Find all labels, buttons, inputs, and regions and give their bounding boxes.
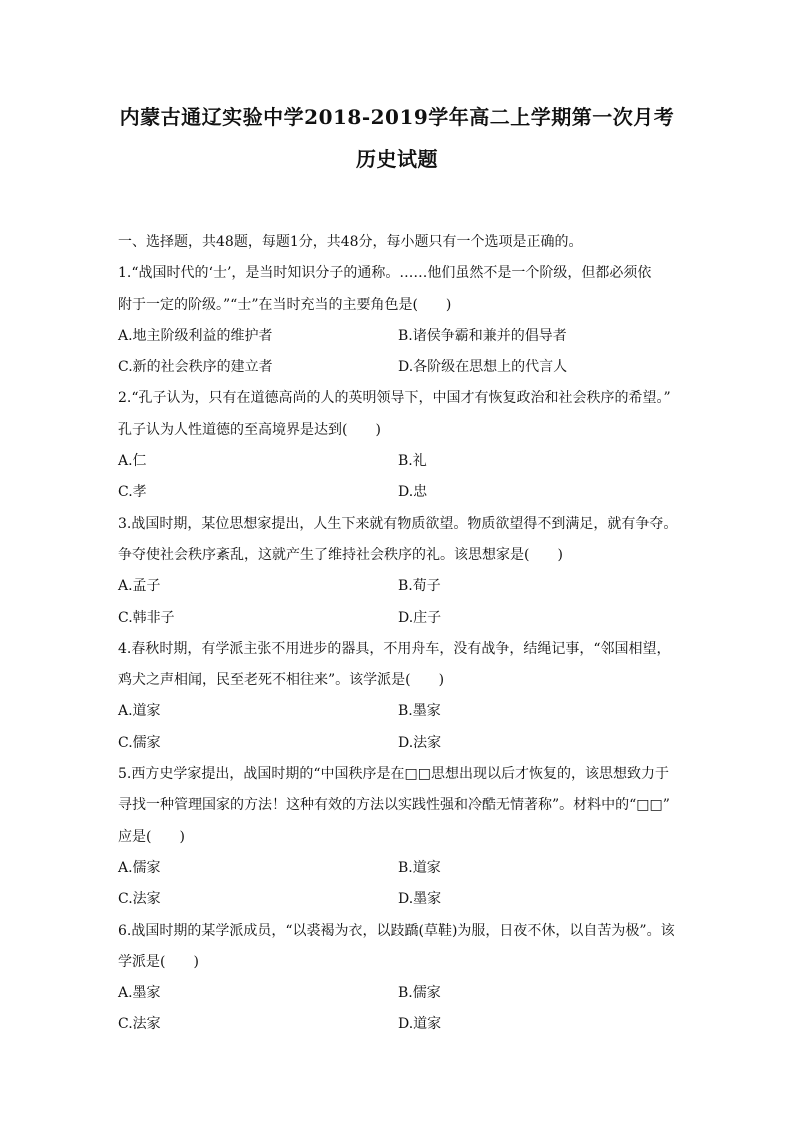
question-text-line: 鸡犬之声相闻，民至老死不相往来”。该学派是( ) [118,672,445,689]
options-row [118,477,678,508]
question-6 [118,916,678,1041]
question-text-line: 争夺使社会秩序紊乱，这就产生了维持社会秩序的礼。该思想家是( ) [118,546,563,563]
option-d: D.各阶级在思想上的代言人 [398,359,568,376]
options-row [118,603,678,634]
question-text-line: 孔子认为人性道德的至高境界是达到( ) [118,421,381,438]
options-row [118,728,678,759]
options-row [118,696,678,727]
option-c: C.法家 [118,891,161,908]
question-2 [118,383,678,508]
option-c: C.法家 [118,1016,161,1033]
exam-subject: 历史试题 [356,147,438,171]
section-instructions: 一、选择题，共48题，每题1分，共48分，每小题只有一个选项是正确的。 [118,234,583,250]
question-4 [118,634,678,759]
option-a: A.孟子 [118,578,161,595]
option-c: C.韩非子 [118,609,175,626]
options-row [118,321,678,352]
options-row [118,853,678,884]
option-c: C.儒家 [118,734,161,751]
option-a: A.仁 [118,453,147,470]
option-a: A.儒家 [118,859,161,876]
options-row [118,571,678,602]
question-text-line: 学派是( ) [118,953,199,970]
question-text-line: 5.西方史学家提出，战国时期的“中国秩序是在□□思想出现以后才恢复的，该思想致力于 [118,766,669,783]
question-text-line: 6.战国时期的某学派成员，“以裘褐为衣，以跂蹻(草鞋)为服，日夜不休，以自苦为极”。该 [118,922,675,939]
option-b: B.荀子 [398,578,441,595]
question-text-line: 附于一定的阶级。”“士”在当时充当的主要角色是( ) [118,296,452,313]
question-text-line: 应是( ) [118,828,185,845]
question-1 [118,258,678,383]
question-5 [118,759,678,915]
option-a: A.地主阶级利益的维护者 [118,327,273,344]
options-row [118,352,678,383]
option-a: A.道家 [118,703,161,720]
question-text-line: 4.春秋时期，有学派主张不用进步的器具，不用舟车，没有战争，结绳记事，“邻国相望， [118,640,671,657]
option-b: B.道家 [398,859,441,876]
options-row [118,978,678,1009]
question-text-line: 寻找一种管理国家的方法！这种有效的方法以实践性强和冷酷无情著称”。材料中的“□□” [118,797,670,814]
option-d: D.法家 [398,734,442,751]
option-a: A.墨家 [118,985,161,1002]
question-text-line: 2.“孔子认为，只有在道德高尚的人的英明领导下，中国才有恢复政治和社会秩序的希望。” [118,390,671,407]
exam-title: 内蒙古通辽实验中学2018-2019学年高二上学期第一次月考 [119,105,675,129]
option-d: D.庄子 [398,609,442,626]
exam-content [118,227,678,1041]
options-row [118,884,678,915]
option-b: B.诸侯争霸和兼并的倡导者 [398,327,567,344]
question-text-line: 3.战国时期，某位思想家提出，人生下来就有物质欲望。物质欲望得不到满足，就有争夺。 [118,515,678,532]
option-d: D.道家 [398,1016,442,1033]
option-b: B.墨家 [398,703,441,720]
option-c: C.新的社会秩序的建立者 [118,359,273,376]
options-row [118,446,678,477]
option-b: B.儒家 [398,985,441,1002]
option-d: D.墨家 [398,891,442,908]
option-d: D.忠 [398,484,428,501]
option-c: C.孝 [118,484,147,501]
option-b: B.礼 [398,453,427,470]
options-row [118,1009,678,1040]
question-3 [118,509,678,634]
question-text-line: 1.“战国时代的‘士’，是当时知识分子的通称。……他们虽然不是一个阶级，但都必须依 [118,265,652,282]
